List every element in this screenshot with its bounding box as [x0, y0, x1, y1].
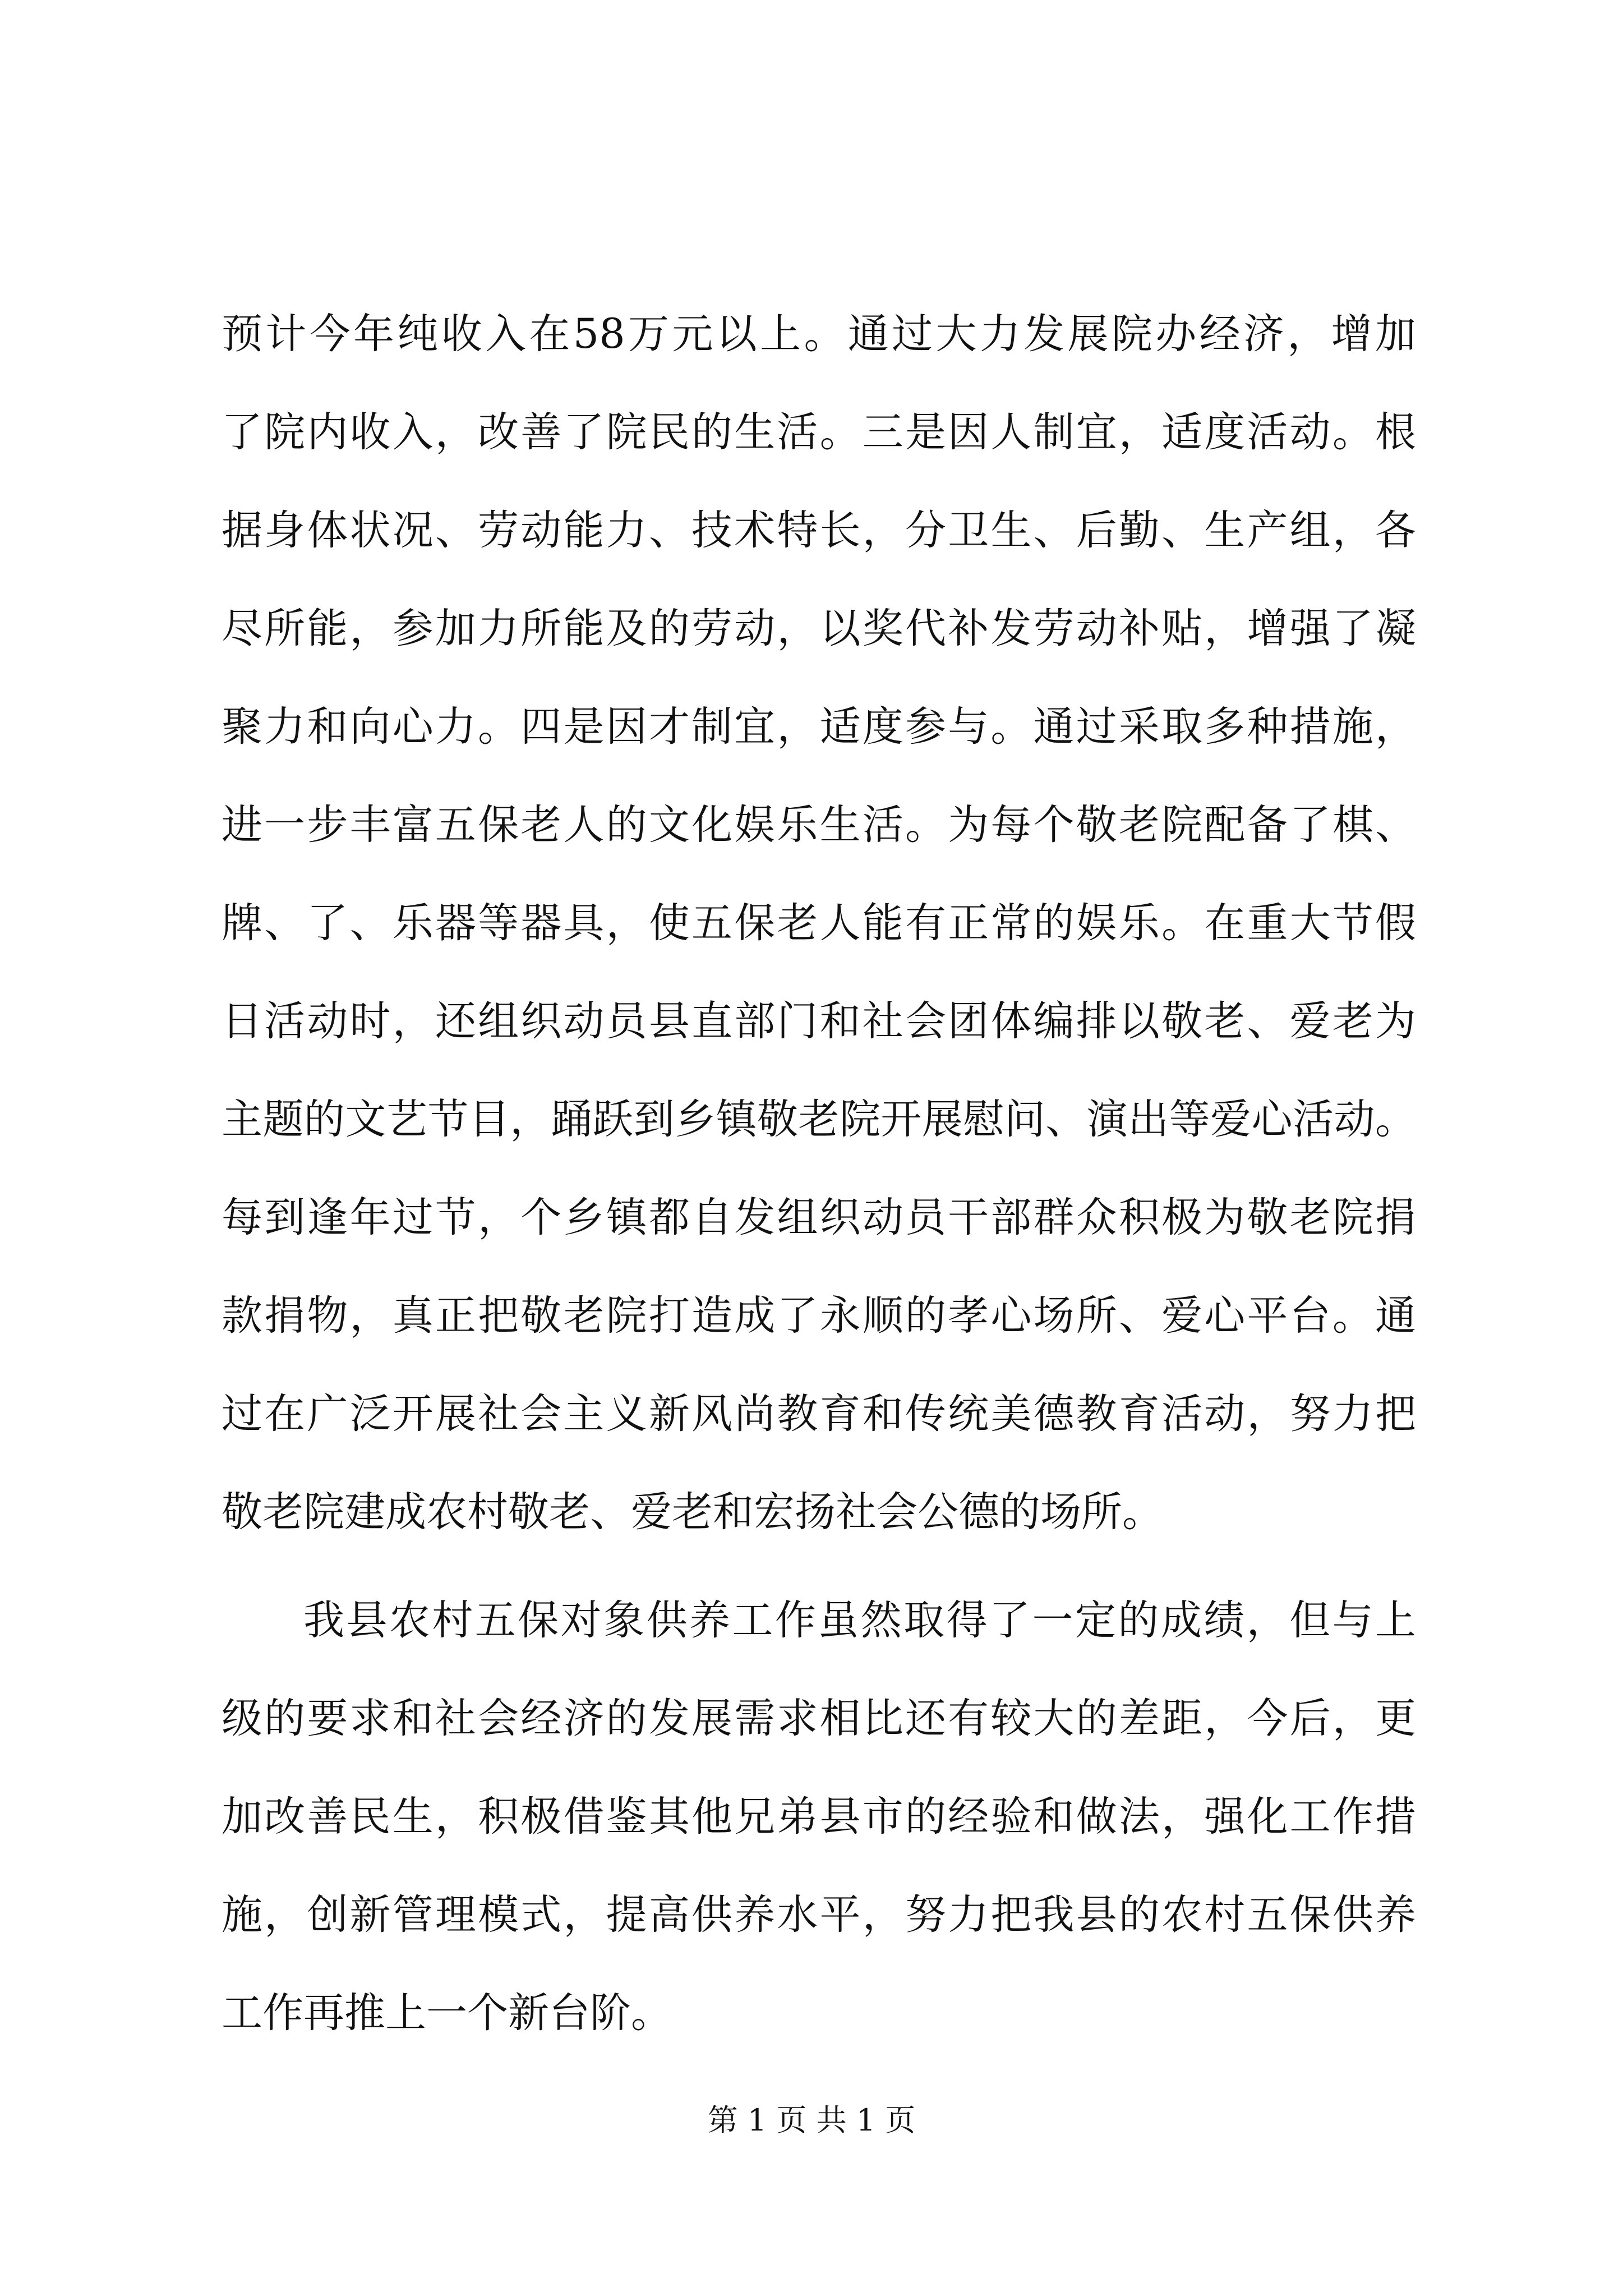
- paragraph-line: 牌、了、乐器等器具，使五保老人能有正常的娱乐。在重大节假: [222, 899, 1416, 947]
- paragraph-line: 了院内收入，改善了院民的生活。三是因人制宜，适度活动。根: [222, 408, 1416, 456]
- paragraph-line: 敬老院建成农村敬老、爱老和宏扬社会公德的场所。: [222, 1488, 1163, 1536]
- paragraph-line: 我县农村五保对象供养工作虽然取得了一定的成绩，但与上: [303, 1596, 1416, 1644]
- paragraph-line: 预计今年纯收入在58万元以上。通过大力发展院办经济，增加: [222, 310, 1416, 358]
- paragraph-line: 款捐物，真正把敬老院打造成了永顺的孝心场所、爱心平台。通: [222, 1292, 1416, 1340]
- paragraph-line: 加改善民生，积极借鉴其他兄弟县市的经验和做法，强化工作措: [222, 1793, 1416, 1841]
- paragraph-line: 过在广泛开展社会主义新风尚教育和传统美德教育活动，努力把: [222, 1390, 1416, 1438]
- paragraph-line: 级的要求和社会经济的发展需求相比还有较大的差距，今后，更: [222, 1695, 1416, 1742]
- document-body: [222, 285, 1416, 2062]
- paragraph-line: 聚力和向心力。四是因才制宜，适度参与。通过采取多种措施，: [222, 703, 1416, 751]
- paragraph-line: 尽所能，参加力所能及的劳动，以奖代补发劳动补贴，增强了凝: [222, 605, 1416, 652]
- paragraph-line: 进一步丰富五保老人的文化娱乐生活。为每个敬老院配备了棋、: [222, 801, 1416, 849]
- paragraph-2: [222, 1571, 1416, 2062]
- paragraph-line: 日活动时，还组织动员县直部门和社会团体编排以敬老、爱老为: [222, 997, 1416, 1045]
- paragraph-1: [222, 285, 1416, 1561]
- page-number-footer: 第 1 页 共 1 页: [707, 2102, 916, 2138]
- paragraph-spacer: [222, 1561, 1416, 1571]
- paragraph-line: 每到逢年过节，个乡镇都自发组织动员干部群众积极为敬老院捐: [222, 1194, 1416, 1241]
- paragraph-line: 工作再推上一个新台阶。: [222, 1989, 672, 2037]
- paragraph-line: 主题的文艺节目，踊跃到乡镇敬老院开展慰问、演出等爱心活动。: [222, 1096, 1416, 1143]
- paragraph-line: 施，创新管理模式，提高供养水平，努力把我县的农村五保供养: [222, 1891, 1416, 1939]
- paragraph-line: 据身体状况、劳动能力、技术特长，分卫生、后勤、生产组，各: [222, 507, 1416, 554]
